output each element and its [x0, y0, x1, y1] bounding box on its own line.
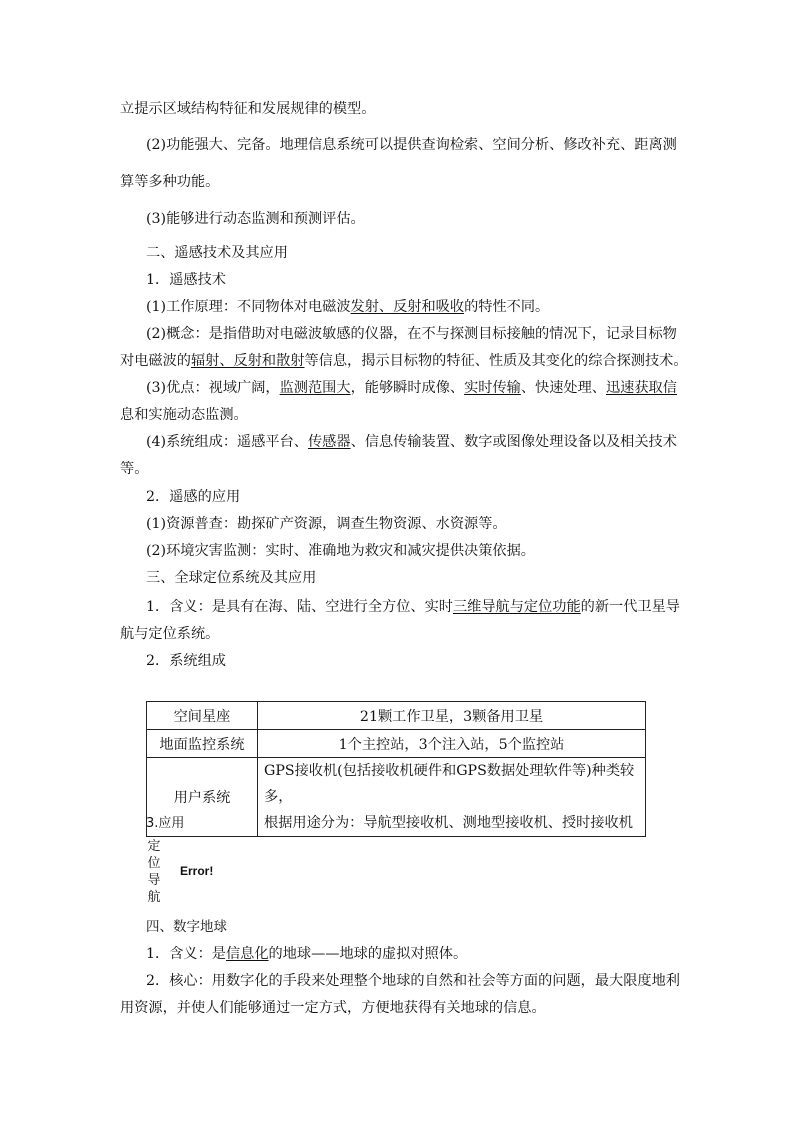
section-heading-remote-sensing: 二、遥感技术及其应用: [146, 245, 288, 261]
paragraph-gps-meaning-1: 1．含义：是具有在海、陆、空进行全方位、实时三维导航与定位功能的新一代卫星导: [146, 599, 680, 615]
vertical-char: 定: [147, 839, 161, 854]
paragraph-gis-function-1: (2)功能强大、完备。地理信息系统可以提供查询检索、空间分析、修改补充、距离测: [146, 137, 677, 153]
paragraph-digital-earth-core-2: 用资源，并使人们能够通过一定方式，方便地获得有关地球的信息。: [120, 1000, 546, 1016]
vertical-label-positioning-navigation: [146, 838, 162, 906]
table-row: [147, 730, 646, 758]
paragraph-rs-concept-2: 对电磁波的辐射、反射和散射等信息，揭示目标物的特征、性质及其变化的综合探测技术。: [120, 353, 688, 369]
section-heading-gps: 三、全球定位系统及其应用: [146, 570, 317, 586]
paragraph-rs-advantages-2: 息和实施动态监测。: [120, 407, 248, 423]
paragraph-rs-concept-1: (2)概念：是指借助对电磁波敏感的仪器，在不与探测目标接触的情况下，记录目标物: [146, 326, 677, 342]
subheading-rs-technology: 1．遥感技术: [146, 272, 226, 288]
table-cell-label: 用户系统: [147, 758, 258, 837]
paragraph-digital-earth-meaning: 1．含义：是信息化的地球——地球的虚拟对照体。: [146, 946, 468, 962]
table-cell-line: 根据用途分为：导航型接收机、测地型接收机、授时接收机: [264, 815, 633, 831]
table-cell-value: 1个主控站，3个注入站，5个监控站: [258, 730, 646, 758]
table-cell-value: 21颗工作卫星，3颗备用卫星: [258, 702, 646, 730]
table-row: [147, 702, 646, 730]
paragraph-disaster-monitoring: (2)环境灾害监测：实时、准确地为救灾和减灾提供决策依据。: [146, 543, 535, 559]
subheading-gps-applications: 3.应用: [146, 816, 185, 831]
vertical-char: 位: [147, 856, 161, 871]
paragraph-gis-monitoring: (3)能够进行动态监测和预测评估。: [146, 211, 365, 227]
paragraph-rs-advantages-1: (3)优点：视域广阔，监测范围大，能够瞬时成像、实时传输、快速处理、迅速获取信: [146, 380, 677, 396]
paragraph-gis-function-2: 算等多种功能。: [120, 174, 220, 190]
vertical-char: 导: [147, 873, 161, 888]
gps-composition-table: [146, 701, 646, 837]
paragraph-gis-model: 立提示区域结构特征和发展规律的模型。: [120, 101, 376, 117]
table-cell-label: 空间星座: [147, 702, 258, 730]
table-cell-line: GPS接收机(包括接收机硬件和GPS数据处理软件等)种类较多，: [264, 763, 635, 805]
paragraph-digital-earth-core-1: 2．核心：用数字化的手段来处理整个地球的自然和社会等方面的问题，最大限度地利: [146, 973, 680, 989]
table-cell-label: 地面监控系统: [147, 730, 258, 758]
paragraph-rs-components-2: 等。: [120, 461, 149, 477]
subheading-rs-applications: 2．遥感的应用: [146, 489, 241, 505]
table-cell-value: [258, 758, 646, 837]
section-heading-digital-earth: 四、数字地球: [146, 919, 227, 935]
subheading-gps-composition: 2．系统组成: [146, 653, 226, 669]
error-placeholder: Error!: [180, 864, 214, 878]
table-row: [147, 758, 646, 837]
paragraph-rs-components-1: (4)系统组成：遥感平台、传感器、信息传输装置、数字或图像处理设备以及相关技术: [146, 434, 677, 450]
paragraph-gps-meaning-2: 航与定位系统。: [120, 626, 220, 642]
paragraph-rs-principle: (1)工作原理：不同物体对电磁波发射、反射和吸收的特性不同。: [146, 299, 550, 315]
vertical-char: 航: [147, 890, 161, 905]
paragraph-resource-survey: (1)资源普查：勘探矿产资源，调查生物资源、水资源等。: [146, 516, 507, 532]
